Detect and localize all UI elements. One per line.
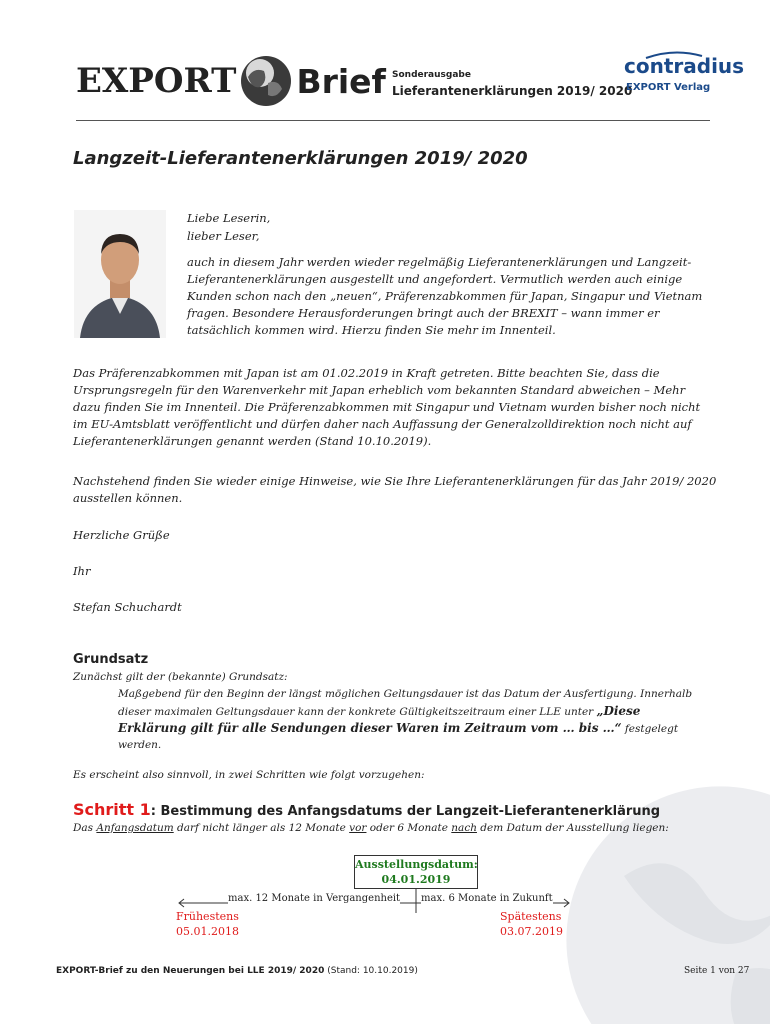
footer-stand: (Stand: 10.10.2019) [327,966,418,976]
past-range-label: max. 12 Monate in Vergangenheit [228,893,401,904]
verlag-export-text: EXPORT [626,82,671,93]
future-range-label: max. 6 Monate in Zukunft [421,893,553,904]
grundsatz-intro: Zunächst gilt der (bekannte) Grundsatz: [73,671,288,683]
greeting-line-2: lieber Leser, [187,229,260,243]
intro-line: tatsächlich kommen wird. Hierzu finden Sie mehr im Innenteil. [187,323,556,337]
rule-text: festgelegt [621,723,679,735]
rule-quote-start: „Diese [596,704,641,718]
page-title: Langzeit-Lieferantenerklärungen 2019/ 2020 [73,148,528,169]
page-number: Seite 1 von 27 [684,966,750,976]
grundsatz-rule-line [118,703,640,720]
desc-underline: vor [349,822,367,834]
grundsatz-rule-line: Maßgebend für den Beginn der längst möglichen Geltungsdauer ist das Datum der Ausfertigung. Innerhalb [118,688,693,700]
special-edition-label: Sonderausgabe [392,70,471,80]
logo-export-text: EXPORT [76,61,237,101]
paragraph-line: ausstellen können. [73,491,183,505]
footer-export-bold: EXPORT [56,966,95,976]
paragraph-line: Das Präferenzabkommen mit Japan ist am 01.02.2019 in Kraft getreten. Bitte beachten Sie, dass die [73,366,660,380]
signature-name: Stefan Schuchardt [73,600,182,614]
paragraph-line: dazu finden Sie im Innenteil. Die Präferenzabkommen mit Singapur und Vietnam wurden bisher noch nicht [73,400,701,414]
greeting-line-1: Liebe Leserin, [187,211,271,225]
grundsatz-rule-line [118,720,678,737]
intro-line: Kunden schon nach den „neuen“, Präferenzabkommen für Japan, Singapur und Vietnam [187,289,703,303]
latest-date: 03.07.2019 [500,925,563,938]
author-photo [74,210,166,338]
issue-date-value: 04.01.2019 [381,873,451,886]
grundsatz-rule-line: werden. [118,739,162,751]
paragraph-line: im EU-Amtsblatt veröffentlicht und dürfen daher nach Auffassung der Generalzolldirektion noch nicht auf [73,417,692,431]
footer-title: -Brief zu den Neuerungen bei LLE 2019/ 2020 [94,966,325,976]
paragraph-line: Lieferantenerklärungen genannt werden (Stand 10.10.2019). [73,434,432,448]
schritt-1-label: Schritt 1 [73,800,151,819]
header-subtitle: Lieferantenerklärungen 2019/ 2020 [392,84,633,98]
schritt-1-title: : Bestimmung des Anfangsdatums der Langzeit-Lieferantenerklärung [150,804,661,819]
issue-date-title: Ausstellungsdatum: [355,858,478,871]
earliest-label: Frühestens [176,910,239,923]
verlag-text: Verlag [673,82,711,93]
grundsatz-heading: Grundsatz [73,652,149,667]
export-verlag-logo [626,82,710,93]
document-header [76,50,745,120]
desc-underline: Anfangsdatum [96,822,174,834]
logo-brief-text: Brief [296,61,386,101]
desc-underline: nach [451,822,477,834]
latest-label: Spätestens [500,910,562,923]
desc-text: Das [73,822,97,834]
timeline-center-tick [414,889,418,913]
grundsatz-conclusion: Es erscheint also sinnvoll, in zwei Schritten wie folgt vorzugehen: [73,769,425,781]
desc-text: dem Datum der Ausstellung liegen: [476,822,669,834]
closing-ihr: Ihr [73,564,91,578]
schritt-1-description [73,820,669,836]
paragraph-line: Nachstehend finden Sie wieder einige Hinweise, wie Sie Ihre Lieferantenerklärungen für das Jahr 2019/ 2020 [73,474,717,488]
contradius-logo: contradius [624,54,745,78]
desc-text: oder 6 Monate [366,822,452,834]
issue-date-box [354,855,478,889]
closing-line: Herzliche Grüße [73,528,170,542]
header-divider [76,120,710,121]
earliest-date: 05.01.2018 [176,925,239,938]
intro-line: auch in diesem Jahr werden wieder regelmäßig Lieferantenerklärungen und Langzeit- [187,255,692,269]
globe-icon [238,53,294,109]
desc-text: darf nicht länger als 12 Monate [173,822,350,834]
intro-line: Lieferantenerklärungen ausgestellt und angefordert. Vermutlich werden auch einige [187,272,683,286]
page-footer [56,966,418,976]
export-brief-logo [76,56,386,106]
schritt-1-heading [73,800,660,819]
rule-quote-bold: Erklärung gilt für alle Sendungen dieser Waren im Zeitraum vom … bis …“ [118,721,622,735]
intro-line: fragen. Besondere Herausforderungen bringt auch der BREXIT – wann immer er [187,306,660,320]
rule-text: dieser maximalen Geltungsdauer kann der konkrete Gültigkeitszeitraum einer LLE unter [118,706,597,718]
paragraph-line: Ursprungsregeln für den Warenverkehr mit Japan erheblich vom bekannten Standard abweichen – Mehr [73,383,686,397]
